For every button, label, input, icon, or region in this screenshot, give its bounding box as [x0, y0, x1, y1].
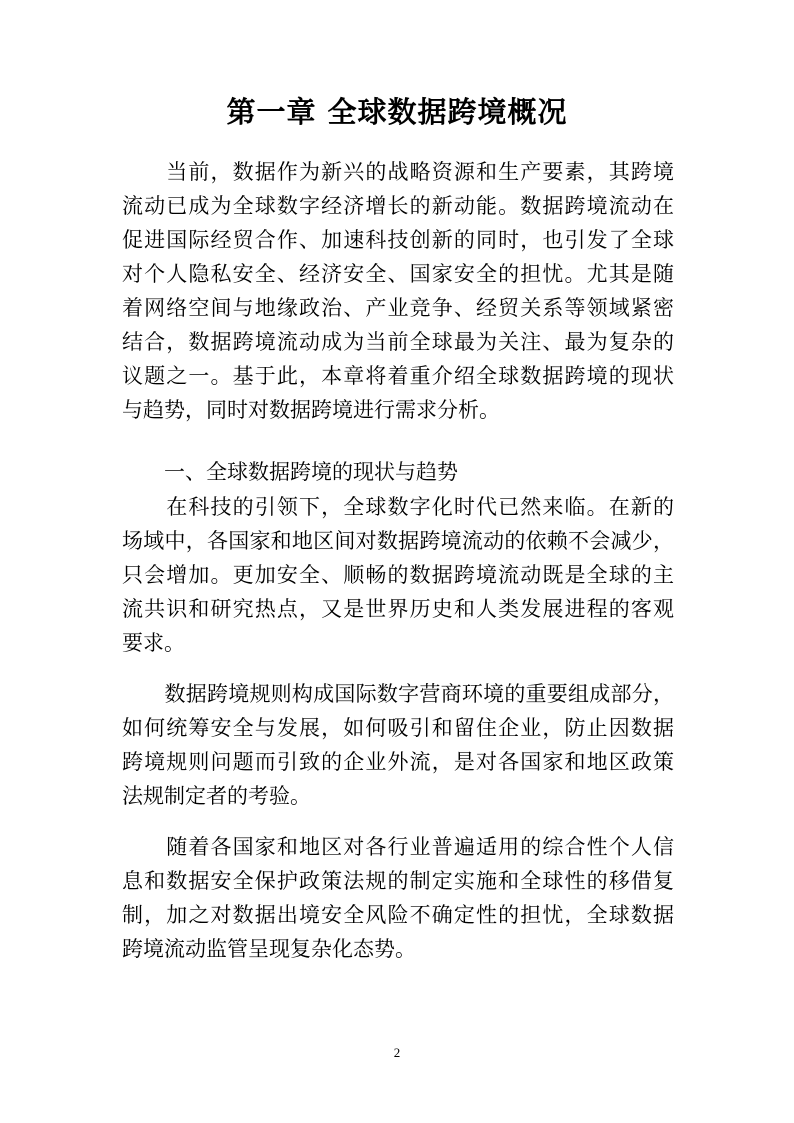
text-line: 对个人隐私安全、经济安全、国家安全的担忧。尤其是随 [122, 262, 674, 286]
paragraph-digital-era [122, 490, 674, 660]
text-line: 与趋势，同时对数据跨境进行需求分析。 [122, 398, 500, 422]
text-line: 跨境规则问题而引致的企业外流，是对各国家和地区政策 [122, 750, 674, 774]
text-line: 跨境流动监管呈现复杂化态势。 [122, 937, 416, 961]
text-line: 议题之一。基于此，本章将着重介绍全球数据跨境的现状 [122, 364, 674, 388]
text-line: 只会增加。更加安全、顺畅的数据跨境流动既是全球的主 [122, 563, 674, 587]
page-number: 2 [393, 1045, 401, 1060]
text-line: 结合，数据跨境流动成为当前全球最为关注、最为复杂的 [122, 330, 674, 354]
text-line: 法规制定者的考验。 [122, 784, 311, 808]
text-line: 要求。 [122, 631, 185, 655]
paragraph-business-environment [122, 677, 674, 813]
text-line: 流共识和研究热点，又是世界历史和人类发展进程的客观 [122, 597, 674, 621]
text-line: 当前，数据作为新兴的战略资源和生产要素，其跨境 [122, 160, 674, 184]
text-line: 息和数据安全保护政策法规的制定实施和全球性的移借复 [122, 869, 674, 893]
text-line: 着网络空间与地缘政治、产业竞争、经贸关系等领域紧密 [122, 296, 674, 320]
paragraph-intro [122, 155, 674, 427]
text-line: 如何统筹安全与发展，如何吸引和留住企业，防止因数据 [122, 716, 674, 740]
chapter-title: 第一章 全球数据跨境概况 [226, 95, 568, 129]
text-line: 制，加之对数据出境安全风险不确定性的担忧，全球数据 [122, 903, 674, 927]
paragraph-regulation [122, 830, 674, 966]
text-line: 促进国际经贸合作、加速科技创新的同时，也引发了全球 [122, 228, 674, 252]
text-line: 数据跨境规则构成国际数字营商环境的重要组成部分， [122, 682, 674, 706]
text-line: 随着各国家和地区对各行业普遍适用的综合性个人信 [122, 835, 674, 859]
text-line: 流动已成为全球数字经济增长的新动能。数据跨境流动在 [122, 194, 674, 218]
text-line: 场域中，各国家和地区间对数据跨境流动的依赖不会减少， [122, 529, 674, 553]
section-heading: 一、全球数据跨境的现状与趋势 [122, 460, 458, 484]
text-line: 在科技的引领下，全球数字化时代已然来临。在新的 [122, 495, 674, 519]
